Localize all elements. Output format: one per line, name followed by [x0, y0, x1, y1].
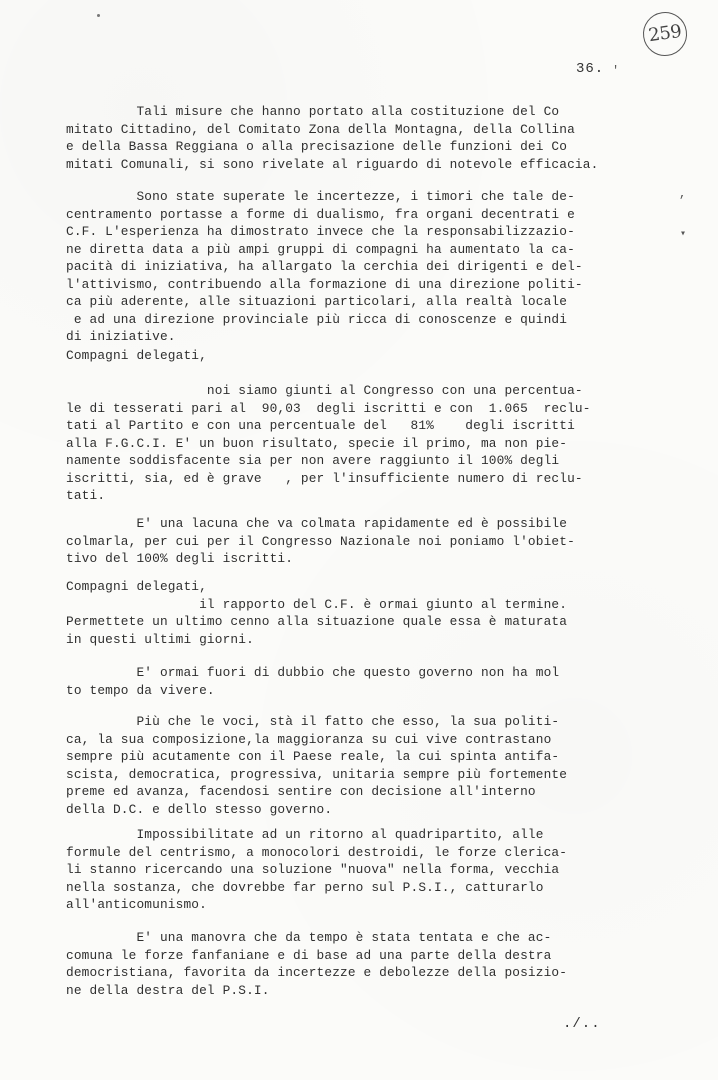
paragraph-membership-objective: E' una lacuna che va colmata rapidamente ed è possibile colmarla, per cui per il Congresso Nazionale noi poniamo l'obiet- tivo del 100% degli iscritti.	[66, 516, 575, 566]
ink-dot	[97, 14, 100, 17]
paragraph-political-contrast: Più che le voci, stà il fatto che esso, la sua politi- ca, la sua composizione,la maggioranza su cui vive contrastano sempre più acutamente con il Paese reale, la cui spinta antifa- scista, democratica, progressiva, unitaria sempre più fortemente preme ed avanza, facendosi sentire con decisione all'interno della D.C. e dello stesso governo.	[66, 714, 568, 817]
archive-page-stamp: 259	[640, 9, 690, 59]
ink-tick-mark: '	[612, 64, 620, 78]
ink-tick-mark: ,	[679, 187, 687, 201]
continuation-marker: ./..	[563, 1016, 601, 1032]
paragraph-decentralization-measures: Tali misure che hanno portato alla costituzione del Co mitato Cittadino, del Comitato Zona della Montagna, della Collina e della Bassa Reggiana o alla precisazione delle funzioni dei Co mitati Comunali, si sono rivelate al riguardo di notevole efficacia.	[66, 104, 599, 172]
page-number: 36.	[576, 61, 605, 77]
paragraph-overcome-uncertainties: Sono state superate le incertezze, i timori che tale de- centramento portasse a forme di dualismo, fra organi decentrati e C.F. L'esperienza ha dimostrato invece che la responsabilizzazio- ne diretta data a più ampi gruppi di compagni ha aumentato la ca- pacità di iniziativa, ha allargato la cerchia dei dirigenti e del- l'attivismo, contribuendo alla formazione di una direzione politi- ca più aderente, alle situazioni particolari, alla realtà locale e ad una direzione provinciale più ricca di conoscenze e quindi di iniziative.	[66, 189, 583, 344]
paragraph-membership-results: Compagni delegati, noi siamo giunti al Congresso con una percentua- le di tesserati pari al 90,03 degli iscritti e con 1.065 reclu- tati al Partito e con una percentuale del 81% degli iscritti alla F.G.C.I. E' un buon risultato, specie il primo, ma non pie- namente soddisfacente sia per non avere raggiunto il 100% degli iscritti, sia, ed è grave , per l'insufficiente numero di reclu- tati.	[66, 348, 591, 503]
paragraph-political-maneuver: E' una manovra che da tempo è stata tentata e che ac- comuna le forze fanfaniane e di base ad una parte della destra democristiana, favorita da incertezze e debolezze della posizio- ne della destra del P.S.I.	[66, 930, 568, 998]
paragraph-clerical-forces: Impossibilitate ad un ritorno al quadripartito, alle formule del centrismo, a monocolori destroidi, le forze clerica- li stanno ricercando una soluzione "nuova" nella forma, vecchia nella sostanza, che dovrebbe far perno sul P.S.I., catturarlo all'anticomunismo.	[66, 827, 568, 912]
paragraph-report-conclusion: Compagni delegati, il rapporto del C.F. è ormai giunto al termine. Permettete un ultimo cenno alla situazione quale essa è maturata in questi ultimi giorni.	[66, 579, 568, 647]
ink-tick-mark: ▾	[680, 229, 687, 240]
paragraph-government-outlook: E' ormai fuori di dubbio che questo governo non ha mol to tempo da vivere.	[66, 665, 560, 698]
